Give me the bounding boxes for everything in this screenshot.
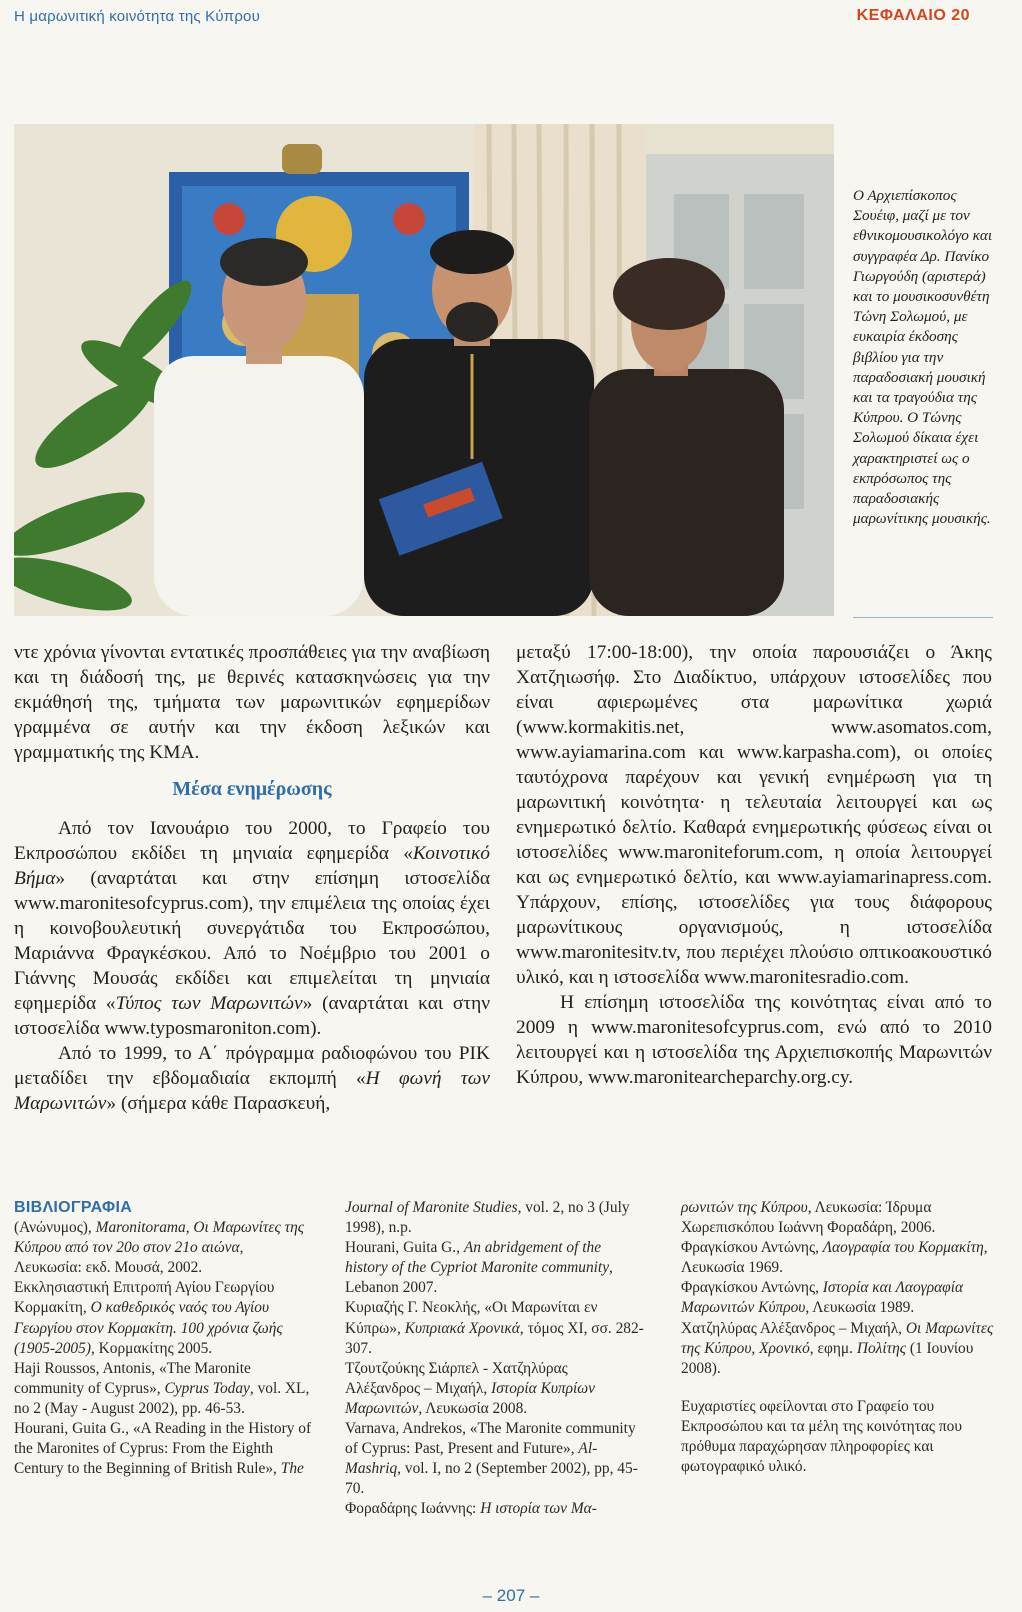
right-paragraph-1: μεταξύ 17:00-18:00), την οποία παρουσιάζει ο Άκης Χατζηιωσήφ. Στο Διαδίκτυο, υπάρχουν ιστοσελίδες που είναι αφιερωμένες στα μαρωνίτικα χωριά (www.kormakitis.net, www.asomatos.com, www.ayiamarina.com και www.karpasha.com), οι οποίες ταυτόχρονα παρέχουν και γενική ενημέρωση για τη μαρωνιτική κοινότητα· η τελευταία λειτουργεί και ως ενημερωτικό δελτίο. Καθαρά ενημερωτικής φύσεως είναι οι ιστοσελίδες www.maroniteforum.com, η οποία λειτουργεί και ως ενημερωτικό δελτίο, και www.ayiamarinapress.com. Υπάρχουν, επίσης, ιστοσελίδες για τους διάφορους μαρωνίτικους οργανισμούς, η ιστοσελίδα www.maronitesitv.tv, που περιέχει πλούσιο οπτικοακουστικό υλικό, και η ιστοσελίδα www.maronitesradio.com. [516, 642, 992, 988]
bibliography-entry [681, 1238, 996, 1278]
bibliography-entry [345, 1298, 645, 1358]
left-paragraph-1: ντε χρόνια γίνονται εντατικές προσπάθειες για την αναβίωση και τη διάδοσή της, με θερινές κατασκηνώσεις για την εκμάθησή της, τμήματα των μαρωνιτικών εφημερίδων γραμμένα σε αυτήν και την έκδοση λεξικών και γραμματικής της ΚΜΑ. [14, 642, 490, 763]
text-run: Φοραδάρης Ιωάννης: [345, 1500, 481, 1518]
text-run: Από το 1999, το Α΄ πρόγραμμα ραδιοφώνου του ΡΙΚ μεταδίδει την εβδομαδιαία εκπομπή « [14, 1043, 490, 1089]
photograph [14, 124, 834, 616]
text-run: , vol. 2, no 3 (July 1998), n.p. [345, 1199, 630, 1237]
bibliography-entry [681, 1198, 996, 1238]
work-title: ρωνιτών της Κύπρου [681, 1199, 808, 1216]
text-run: Hourani, Guita G., «A Reading in the History of the Maronites of Cyprus: From the Eighth Century to the Beginning of British Rule», [14, 1420, 312, 1478]
chapter-label: ΚΕΦΑΛΑΙΟ 20 [856, 7, 970, 24]
newspaper-title: Πολίτης [856, 1339, 906, 1357]
bibliography-column-1 [14, 1198, 314, 1479]
newspaper-title: Τύπος των Μαρωνιτών [115, 993, 303, 1014]
work-title: Ο καθεδρικός ναός του Αγίου Γεωργίου στον Κορμακίτη. 100 χρόνια ζωής (1905-2005) [14, 1299, 283, 1357]
text-run: Haji Roussos, Antonis, «The Maronite community of Cyprus», [14, 1359, 251, 1397]
bibliography-entry [345, 1499, 645, 1519]
text-run: , τόμος XI, σσ. 282-307. [345, 1319, 644, 1357]
radio-show-title: Η φωνή των Μαρωνιτών [14, 1068, 490, 1114]
bibliography-entry [345, 1419, 645, 1499]
bibliography-entry [14, 1218, 314, 1278]
text-run: Από τον Ιανουάριο του 2000, το Γραφείο του Εκπροσώπου εκδίδει τη μηνιαία εφημερίδα « [14, 818, 490, 864]
text-run: , vol. XL, no 2 (May - August 2002), pp. 46-53. [14, 1379, 310, 1417]
photo-illustration [14, 124, 834, 616]
newspaper-title: Κοινοτικό Βήμα [14, 843, 490, 889]
text-run: Hourani, Guita G., [345, 1239, 464, 1257]
photo-caption: Ο Αρχιεπίσκοπος Σουέιφ, μαζί με τον εθνικομουσικολόγο και συγγραφέα Δρ. Πανίκο Γιωργούδη (αριστερά) και το μουσικοσυνθέτη Τώνη Σολωμού, με ευκαιρία έκδοσης βιβλίου για την παραδοσιακή μουσική και τα τραγούδια της Κύπρου. Ο Τώνης Σολωμού δίκαια έχει χαρακτηριστεί ως ο εκπρόσωπος της παραδοσιακής μαρωνίτικης μουσικής. [853, 187, 993, 528]
bibliography-entry [681, 1319, 996, 1379]
bibliography-entry [14, 1359, 314, 1419]
left-paragraph-3 [14, 1041, 490, 1116]
bibliography-entry [345, 1238, 645, 1298]
bibliography-column-3 [681, 1198, 996, 1477]
text-run: , Κορμακίτης 2005. [90, 1339, 213, 1357]
work-title: Οι Μαρωνίτες της Κύπρου, Χρονικό [681, 1319, 994, 1357]
text-run: , Λευκωσία: εκδ. Μουσά, 2002. [14, 1239, 244, 1277]
work-title: Ιστορία Κυπρίων Μαρωνιτών [345, 1379, 595, 1417]
right-column [516, 640, 992, 1090]
text-run: Χατζηλύρας Αλέξανδρος – Μιχαήλ, [681, 1319, 906, 1337]
work-title: Journal of Maronite Studies [345, 1199, 518, 1216]
caption-divider [853, 617, 993, 618]
bibliography-entry [14, 1419, 314, 1479]
bibliography-entry [345, 1359, 645, 1419]
bibliography-heading: ΒΙΒΛΙΟΓΡΑΦΙΑ [14, 1199, 133, 1216]
text-run: , Λευκωσία 1989. [805, 1299, 915, 1317]
bibliography-entry [345, 1198, 645, 1238]
text-run: » (σήμερα κάθε Παρασκευή, [106, 1093, 331, 1114]
text-run: Τζουτζούκης Σιάρπελ - Χατζηλύρας Αλέξανδρος – Μιχαήλ, [345, 1359, 568, 1397]
work-title: An abridgement of the history of the Cypriot Maronite community [345, 1239, 610, 1277]
text-run: » (αναρτάται και στην επίσημη ιστοσελίδα www.maronitesofcyprus.com), την επιμέλεια της οποίας έχει η κοινοβουλευτική συνεργάτιδα του Εκπροσώπου, Μαριάννα Φραγκέσκου. Από το Νοέμβριο του 2001 ο Γιάννης Μουσάς εκδίδει και επιμελείται τη μηνιαία εφημερίδα « [14, 868, 490, 1014]
text-run: Φραγκίσκου Αντώνης, [681, 1279, 823, 1297]
text-run: » (αναρτάται και στην ιστοσελίδα www.typosmaroniton.com). [14, 993, 490, 1039]
running-title: Η μαρωνιτική κοινότητα της Κύπρου [14, 8, 260, 25]
text-run: , Lebanon 2007. [345, 1259, 613, 1297]
text-run: , Λευκωσία: Ίδρυμα Χωρεπισκόπου Ιωάννη Φοραδάρη, 2006. [681, 1199, 936, 1237]
acknowledgements: Ευχαριστίες οφείλονται στο Γραφείο του Εκπροσώπου και τα μέλη της κοινότητας που πρόθυμα παραχώρησαν πληροφορίες και φωτογραφικό υλικό. [681, 1397, 962, 1476]
text-run: Φραγκίσκου Αντώνης, [681, 1239, 823, 1257]
text-run: Κυριαζής Γ. Νεοκλής, «Οι Μαρωνίται εν Κύπρω», [345, 1299, 598, 1337]
bibliography-entry [14, 1278, 314, 1358]
bibliography-entry [681, 1278, 996, 1318]
text-run: Varnava, Andrekos, «The Maronite community of Cyprus: Past, Present and Future», [345, 1420, 636, 1458]
right-paragraph-2: Η επίσημη ιστοσελίδα της κοινότητας είναι από το 2009 η www.maronitesofcyprus.com, ενώ από το 2010 λειτουργεί και η ιστοσελίδα της Αρχιεπισκοπής Μαρωνιτών Κύπρου, www.maronitearcheparchy.org.cy. [516, 992, 992, 1088]
work-title: Ιστορία και Λαογραφία Μαρωνιτών Κύπρου [681, 1279, 964, 1317]
work-title: The [280, 1460, 304, 1478]
text-run: , εφημ. [809, 1339, 857, 1357]
bibliography-column-2 [345, 1198, 645, 1520]
work-title: Λαογραφία του Κορμακίτη [822, 1239, 984, 1257]
left-paragraph-2 [14, 816, 490, 1041]
work-title: Maronitorama, Οι Μαρωνίτες της Κύπρου από τον 20ο στον 21ο αιώνα [14, 1219, 304, 1257]
text-run: , vol. I, no 2 (September 2002), pp, 45-70. [345, 1460, 638, 1498]
page-number: – 207 – [482, 1586, 540, 1605]
left-column [14, 640, 490, 1116]
work-title: Κυπριακά Χρονικά [404, 1319, 520, 1337]
work-title: Cyprus Today [164, 1379, 250, 1397]
work-title: Η ιστορία των Μα- [480, 1500, 597, 1518]
text-run: Εκκλησιαστική Επιτροπή Αγίου Γεωργίου Κορμακίτη, [14, 1279, 275, 1317]
section-heading: Μέσα ενημέρωσης [172, 778, 332, 800]
text-run: , Λευκωσία 1969. [681, 1239, 988, 1277]
work-title: Al-Mashriq [345, 1440, 598, 1478]
text-run: (Ανώνυμος), [14, 1219, 96, 1237]
text-run: , Λευκωσία 2008. [418, 1399, 528, 1417]
text-run: (1 Ιουνίου 2008). [681, 1339, 974, 1377]
